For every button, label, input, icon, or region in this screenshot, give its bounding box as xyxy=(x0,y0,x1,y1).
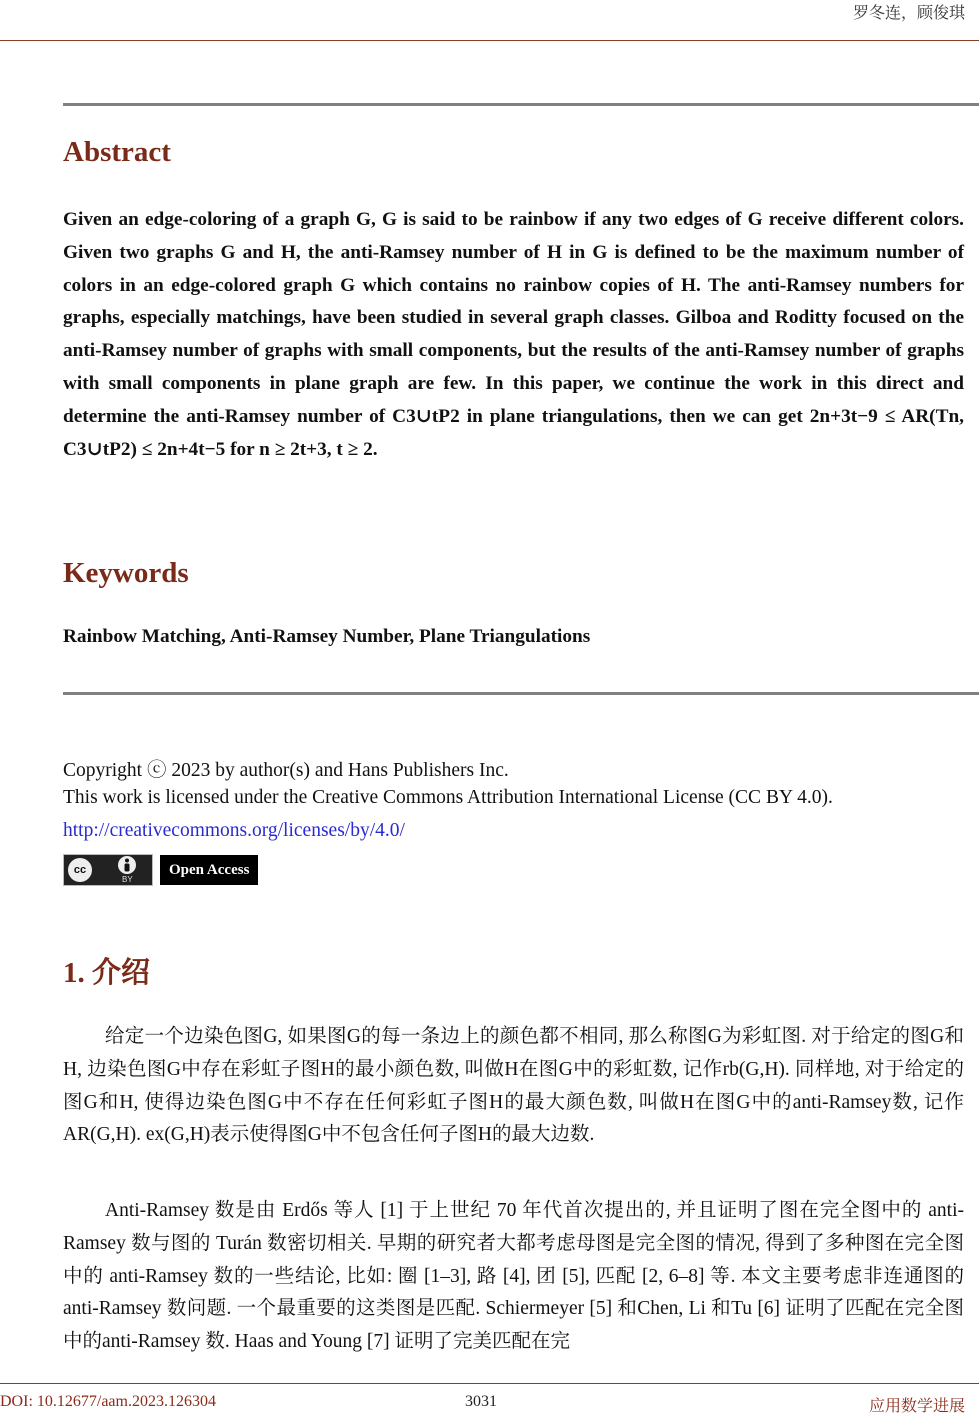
footer-journal: 应用数学进展 xyxy=(868,1398,965,1415)
page-number: 3031 xyxy=(465,1393,497,1410)
footer-rule xyxy=(0,1383,979,1384)
abstract-bottom-rule xyxy=(63,692,979,695)
abstract-heading: Abstract xyxy=(63,136,171,168)
open-access-badge[interactable]: Open Access xyxy=(160,855,258,885)
intro-paragraph-1: 给定一个边染色图G, 如果图G的每一条边上的颜色都不相同, 那么称图G为彩虹图. 对于给定的图G和H, 边染色图G中存在彩虹子图H的最小颜色数, 叫做H在图G中的彩虹数, 记作rb(G,H). 同样地, 对于给定的图G和H, 使得边染色图G中不存在任何彩虹子图H的最大颜色数, 叫做H在图G中的anti-Ramsey数, 记作AR(G,H). ex(G,H)表示使得图G中不包含任何子图H的最大边数. xyxy=(63,1026,964,1146)
license-line: This work is licensed under the Creative Commons Attribution International License (CC BY 4.0). xyxy=(63,787,833,808)
by-label: BY xyxy=(122,875,133,884)
intro-heading: 1. 介绍 xyxy=(63,957,151,989)
abstract-text: Given an edge-coloring of a graph G, G is said to be rainbow if any two edges of G receive different colors. Given two graphs G and H, the anti-Ramsey number of H in G is defined to be the maximum number of colors in an edge-colored graph G which contains no rainbow copies of H. The anti-Ramsey numbers for graphs, especially matchings, have been studied in several graph classes. Gilboa and Roditty focused on the anti-Ramsey number of graphs with small components, but the results of the anti-Ramsey number of graphs with small components in plane graph are few. In this paper, we continue the work in this direct and determine the anti-Ramsey number of C3∪tP2 in plane triangulations, then we can get 2n+3t−9 ≤ AR(Tn, C3∪tP2) ≤ 2n+4t−5 for n ≥ 2t+3, t ≥ 2. xyxy=(63,209,964,460)
cc-icon: cc xyxy=(68,858,92,882)
cc-by-badge[interactable] xyxy=(63,854,153,886)
person-glyph xyxy=(122,858,132,872)
header-rule xyxy=(0,40,979,41)
license-link[interactable]: http://creativecommons.org/licenses/by/4.0/ xyxy=(63,820,405,841)
footer-doi[interactable]: DOI: 10.12677/aam.2023.126304 xyxy=(0,1393,216,1410)
abstract-top-rule xyxy=(63,103,979,106)
person-icon xyxy=(118,856,136,874)
keywords-text: Rainbow Matching, Anti-Ramsey Number, Plane Triangulations xyxy=(63,626,591,647)
copyright-line: Copyright ⓒ 2023 by author(s) and Hans Publishers Inc. xyxy=(63,760,509,781)
intro-paragraph-2: Anti-Ramsey 数是由 Erdős 等人 [1] 于上世纪 70 年代首次提出的, 并且证明了图在完全图中的 anti-Ramsey 数与图的 Turán 数密切相关. 早期的研究者大都考虑母图是完全图的情况, 得到了多种图在完全图中的 anti-Ramsey 数的一些结论, 比如: 圈 [1–3], 路 [4], 团 [5], 匹配 [2, 6–8] 等. 本文主要考虑非连通图的anti-Ramsey 数问题. 一个最重要的这类图是匹配. Schiermeyer [5] 和Chen, Li 和Tu [6] 证明了匹配在完全图中的anti-Ramsey 数. Haas and Young [7] 证明了完美匹配在完 xyxy=(63,1200,964,1353)
keywords-heading: Keywords xyxy=(63,557,189,589)
running-header-authors: 罗冬连，顾俊琪 xyxy=(852,5,965,22)
